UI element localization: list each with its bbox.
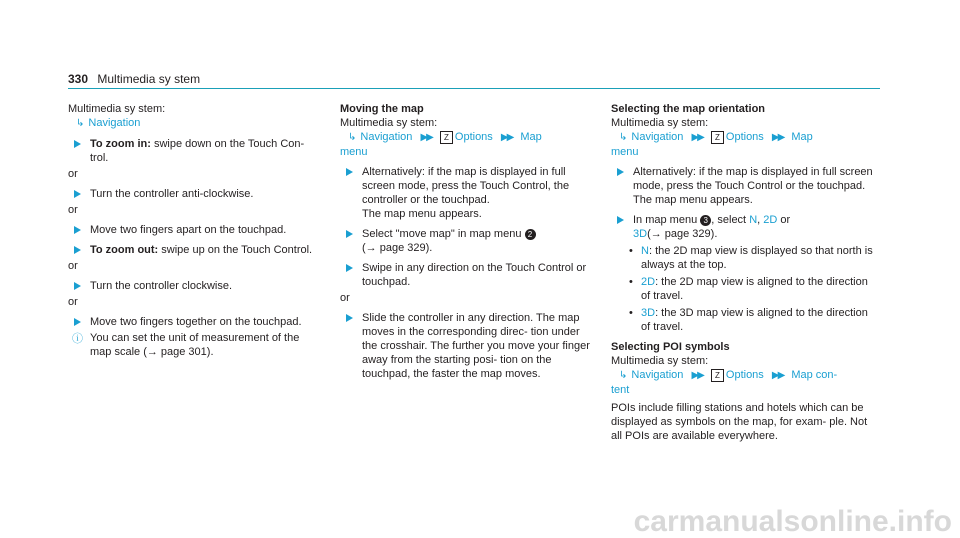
intro-text: Multimedia sy stem:	[611, 355, 709, 367]
path-map-content[interactable]: Map con-	[791, 369, 838, 381]
callout-number: 3	[700, 215, 711, 226]
step-full-screen	[340, 165, 598, 221]
step-fingers-apart: Move two fingers apart on the touchpad.	[68, 223, 320, 237]
path-navigation[interactable]: Navigation	[631, 369, 684, 381]
bullet-text: : the 2D map view is displayed so that north is always at the top.	[641, 245, 873, 271]
watermark: carmanualsonline.info	[633, 505, 952, 538]
poi-text: POIs include filling stations and hotels which can be displayed as symbols on the map, for exam- ple. Not all POIs are available everywhere.	[611, 402, 868, 442]
path-map-content-cont[interactable]: tent	[611, 384, 630, 396]
step-clockwise: Turn the controller clockwise.	[68, 279, 320, 293]
intro-text: Multimedia sy stem:	[340, 117, 438, 129]
path-navigation[interactable]: Navigation	[88, 117, 141, 129]
column-zoom	[68, 102, 320, 361]
path-options[interactable]: Options	[725, 131, 764, 143]
step-text: swipe down on the Touch Con- trol.	[90, 138, 305, 164]
section-title: Multimedia sy stem	[97, 72, 201, 86]
step-text: , select	[711, 214, 747, 226]
path-map-menu[interactable]: Map	[520, 131, 542, 143]
step-zoom-out	[68, 243, 320, 257]
path-map-menu-cont[interactable]: menu	[340, 146, 368, 158]
bullet-item	[611, 306, 877, 334]
return-arrow-icon: ↳	[619, 370, 628, 381]
bullet-text: : the 3D map view is aligned to the direction of travel.	[641, 307, 868, 333]
step-text: Alternatively: if the map is displayed in full screen mode, press the Touch Control, the controller or the touchpad.	[362, 166, 570, 206]
info-icon: ⓘ	[72, 333, 83, 345]
options-icon: Z	[711, 131, 724, 144]
double-chevron-icon: ▶▶	[691, 370, 703, 381]
page-number: 330	[68, 72, 89, 86]
step-slide-controller: Slide the controller in any direction. The map moves in the corresponding direc- tion under the crosshair. The further you move your finger away from the starting posi- tion on the touchpad, the faster the map moves.	[340, 311, 598, 381]
page-ref: (→ page 329).	[362, 242, 433, 254]
step-map-menu-select: In map menu 3 , select N, 2D or 3D(→ page 329).	[611, 213, 877, 241]
path-options[interactable]: Options	[725, 369, 764, 381]
step-full-screen	[611, 165, 877, 207]
info-note	[68, 331, 320, 359]
or-text: or	[340, 292, 350, 304]
bullet-text: : the 2D map view is aligned to the direction of travel.	[641, 276, 868, 302]
menu-path	[611, 368, 877, 397]
info-text: You can set the unit of measurement of the map scale (→ page 301).	[90, 332, 300, 358]
callout-number: 2	[525, 229, 536, 240]
step-result: The map menu appears.	[633, 194, 753, 206]
option-n: N	[641, 245, 649, 257]
step-swipe: Swipe in any direction on the Touch Control or touchpad.	[340, 261, 598, 289]
step-zoom-in	[68, 137, 320, 165]
step-result: The map menu appears.	[362, 208, 482, 220]
option-3d: 3D	[641, 307, 656, 319]
header-rule	[68, 88, 880, 89]
step-text: Select "move map" in map menu	[362, 228, 522, 240]
path-navigation[interactable]: Navigation	[360, 131, 413, 143]
path-map-menu-cont[interactable]: menu	[611, 146, 639, 158]
step-bold: To zoom out:	[90, 244, 159, 256]
double-chevron-icon: ▶▶	[691, 132, 703, 143]
page-header	[68, 72, 200, 86]
menu-path	[611, 130, 877, 159]
return-arrow-icon: ↳	[76, 118, 85, 129]
column-map-orientation	[611, 102, 877, 443]
option-3d[interactable]: 3D	[633, 228, 648, 240]
or-text: or	[68, 168, 78, 180]
or-text: or	[68, 260, 78, 272]
column-moving-map	[340, 102, 598, 383]
step-select-move-map	[340, 227, 598, 255]
path-navigation[interactable]: Navigation	[631, 131, 684, 143]
or-text: or	[68, 296, 78, 308]
or-text: or	[68, 204, 78, 216]
intro-text: Multimedia sy stem:	[611, 117, 709, 129]
intro-text: Multimedia sy stem:	[68, 103, 166, 115]
section-heading: Selecting the map orientation	[611, 103, 766, 115]
option-2d[interactable]: 2D	[763, 214, 778, 226]
option-2d: 2D	[641, 276, 656, 288]
menu-path	[68, 116, 320, 131]
double-chevron-icon: ▶▶	[420, 132, 432, 143]
step-anticlockwise: Turn the controller anti-clockwise.	[68, 187, 320, 201]
bullet-item	[611, 275, 877, 303]
path-map-menu[interactable]: Map	[791, 131, 813, 143]
page-ref: (→ page 329).	[647, 228, 718, 240]
double-chevron-icon: ▶▶	[500, 132, 513, 143]
return-arrow-icon: ↳	[619, 132, 628, 143]
step-fingers-together: Move two fingers together on the touchpad.	[68, 315, 320, 329]
double-chevron-icon: ▶▶	[771, 132, 784, 143]
options-icon: Z	[440, 131, 453, 144]
step-text: In map menu	[633, 214, 698, 226]
double-chevron-icon: ▶▶	[771, 370, 784, 381]
section-heading-poi: Selecting POI symbols	[611, 341, 730, 353]
options-icon: Z	[711, 369, 724, 382]
step-text: Alternatively: if the map is displayed in full screen mode, press the Touch Control or the touchpad.	[633, 166, 873, 192]
bullet-item	[611, 244, 877, 272]
step-text: swipe up on the Touch Control.	[158, 244, 313, 256]
section-heading: Moving the map	[340, 103, 424, 115]
menu-path	[340, 130, 598, 159]
option-n[interactable]: N	[749, 214, 758, 226]
or-text: or	[780, 214, 791, 226]
path-options[interactable]: Options	[454, 131, 493, 143]
return-arrow-icon: ↳	[348, 132, 357, 143]
step-bold: To zoom in:	[90, 138, 151, 150]
